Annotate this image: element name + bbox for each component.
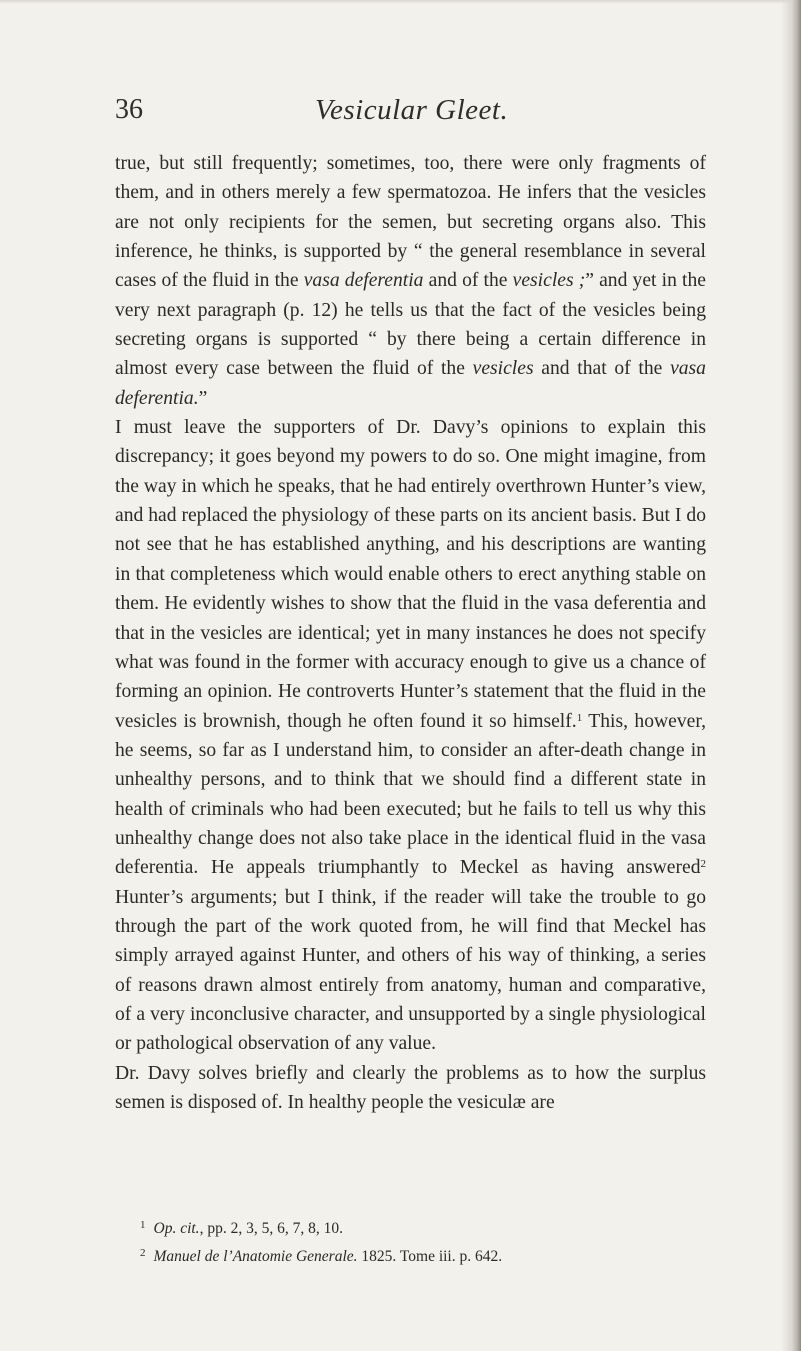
footnote-mark: 1 (140, 1219, 146, 1231)
text-run: ” and yet in the very next paragraph (p. 12) he tells us that the fact of the vesicles being secreting organs is supported “ by there being a certain difference in almost every case between the fluid of the (115, 270, 706, 380)
footnote-ref-1[interactable]: 1 (576, 711, 583, 724)
paragraph-2 (115, 413, 706, 1059)
footnote-text: , pp. 2, 3, 5, 6, 7, 8, 10. (199, 1220, 343, 1237)
paragraph-3 (115, 1059, 706, 1118)
footnote-italic: Manuel de l’Anatomie Generale. (153, 1248, 358, 1265)
page-number: 36 (115, 94, 143, 125)
running-title: Vesicular Gleet. (315, 94, 509, 126)
footnote-2 (140, 1241, 700, 1269)
footnote-mark: 2 (140, 1247, 146, 1259)
text-run: true, but still frequently; sometimes, too, there were only fragments of them, and in others merely a few spermatozoa. He infers that the vesicles are not only recipients for the semen, but secreting organs also. This inference, he thinks, is supported by “ the general resemblance in several cases of the fluid in the (115, 153, 706, 292)
footnotes (140, 1213, 700, 1269)
italic-run: vasa deferentia. (115, 358, 706, 409)
text-run: I must leave the supporters of Dr. Davy’s opinions to explain this discrepancy; it goes beyond my powers to do so. One might imagine, from the way in which he speaks, that he had entirely overthrown Hunter’s view, and had replaced the physiology of these parts on its ancient basis. But I do not see that he has established anything, and his descriptions are wanting in that completeness which would enable others to erect anything stable on them. He evidently wishes to show that the fluid in the vasa deferentia and that in the vesicles are identical; yet in many instances he does not specify what was found in the former with accuracy enough to give us a chance of forming an opinion. He controverts Hunter’s statement that the fluid in the vesicles is brownish, though he often found it so himself. (115, 417, 706, 732)
text-run: and that of the (533, 358, 671, 380)
italic-run: vasa deferentia (303, 270, 424, 292)
italic-run: vesicles (472, 358, 534, 380)
footnote-text: 1825. Tome iii. p. 642. (357, 1248, 503, 1265)
body-text (115, 149, 706, 1117)
text-run: Hunter’s arguments; but I think, if the reader will take the trouble to go through the part of the work quoted from, he will find that Meckel has simply arrayed against Hunter, and others of his way of thinking, a series of reasons drawn almost entirely from anatomy, human and comparative, of a very inconclusive character, and unsupported by a single physiological or pathological observation of any value. (115, 886, 706, 1055)
footnote-italic: Op. cit. (153, 1220, 200, 1237)
page-top-edge (0, 0, 801, 4)
footnote-ref-2[interactable]: 2 (700, 858, 706, 871)
italic-run: vesicles ; (512, 270, 586, 292)
page-right-edge (781, 0, 801, 1351)
text-run: This, however, he seems, so far as I understand him, to consider an after-death change in unhealthy persons, and to think that we should find a different state in health of criminals who had been executed; but he fails to tell us why this unhealthy change does not also take place in the identical fluid in the vasa deferentia. He appeals triumphantly to Meckel as having answered (115, 710, 707, 879)
paragraph-1 (115, 149, 706, 413)
text-run: ” (198, 387, 208, 409)
footnote-1 (140, 1213, 700, 1241)
text-run: Dr. Davy solves briefly and clearly the problems as to how the surplus semen is disposed of. In healthy people the vesiculæ are (115, 1062, 706, 1113)
page-header (115, 94, 715, 134)
text-run: and of the (423, 270, 513, 292)
